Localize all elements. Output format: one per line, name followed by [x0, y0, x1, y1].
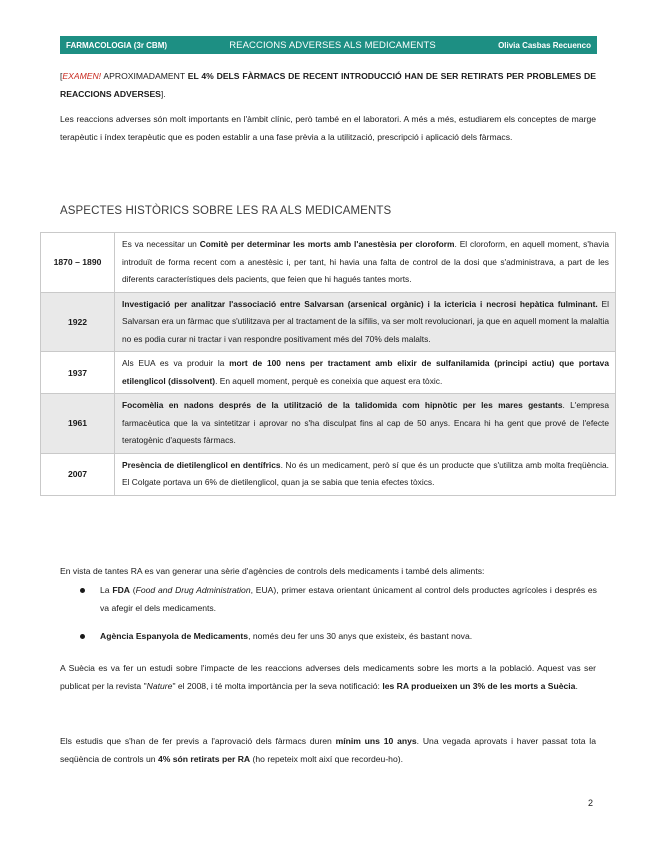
desc-bold: Investigació per analitzar l'associació entre Salvarsan (arsenical orgànic) i la ictericia i necrosi hepàtica fulminant. — [122, 298, 598, 309]
desc-text: . L'empresa farmacèutica que la va sintetitzar i aprovar no s'ha disculpat fins al cap de 50 anys. Encara hi ha gent que prové de l'efecte teratogènic d'aquests fàrmacs. — [122, 400, 610, 445]
page-header — [60, 36, 597, 54]
para-bold: les RA produeixen un 3% de les morts a Suècia — [382, 680, 576, 691]
page-number: 2 — [588, 798, 594, 808]
row-year: 1870 – 1890 — [41, 233, 115, 293]
exam-note — [60, 68, 596, 103]
exam-close-bracket: ]. — [160, 88, 166, 99]
exam-text: APROXIMADAMENT — [101, 71, 188, 81]
para-bold: mínim uns 10 anys — [335, 736, 417, 746]
item-bold: FDA — [112, 585, 130, 595]
row-description — [115, 233, 616, 293]
sweden-paragraph — [60, 660, 596, 695]
para-text: A Suècia es va fer un estudi sobre l'impacte de les reaccions adverses dels medicaments sobre les morts a la població. Aquest vas ser publicat per la revista " — [60, 663, 596, 691]
desc-bold: Comitè per determinar les morts amb l'anestèsia per cloroform — [199, 239, 455, 249]
para-bold: 4% són retirats per RA — [157, 753, 251, 764]
para-text: . — [575, 680, 578, 691]
desc-bold: mort de 100 nens per tractament amb elixir de sulfanilamida (principi actiu) que portava etilenglicol (dissolvent) — [122, 358, 609, 386]
bullet-icon — [80, 588, 85, 593]
header-title: REACCIONS ADVERSES ALS MEDICAMENTS — [229, 39, 436, 51]
para-text: . Una vegada aprovats i haver passat tota la seqüència de controls un — [60, 736, 596, 764]
list-item — [80, 582, 597, 617]
table-row — [41, 292, 616, 352]
agencies-intro: En vista de tantes RA es van generar una sèrie d'agències de controls dels medicaments i també dels aliments: — [60, 566, 485, 576]
exam-open-bracket: [ — [60, 71, 63, 81]
exam-highlight: EL 4% DELS FÀRMACS DE RECENT INTRODUCCIÓ HAN DE SER RETIRATS PER PROBLEMES DE REACCIONS ADVERSES — [60, 71, 596, 99]
desc-bold: Presència de dietilenglicol en dentífrics — [122, 459, 281, 470]
intro-paragraph: Les reaccions adverses són molt importants en l'àmbit clínic, però també en el laboratori. A més a més, estudiarem els conceptes de marge terapèutic i índex terapèutic que es poden establir a una fase prèvia a la utilització, prescripció i aplicació dels fàrmacs. — [60, 114, 596, 142]
table-row — [41, 233, 616, 293]
item-bold: Agència Espanyola de Medicaments — [100, 631, 249, 641]
desc-text: . No és un medicament, però sí que és un producte que s'utilitza amb molta freqüència. El Colgate portava un 6% de dietilenglicol, quan ja se sabia que tenia efectes tòxics. — [122, 459, 609, 487]
desc-text: Als EUA es va produir la — [122, 358, 230, 368]
desc-text: Es va necessitar un — [122, 239, 200, 249]
row-description — [115, 352, 616, 394]
item-text: ( — [130, 585, 136, 595]
para-text: Els estudis que s'han de fer previs a l'aprovació dels fàrmacs duren — [60, 736, 336, 746]
desc-text: . En aquell moment, perquè es coneixia que aquest era tòxic. — [215, 375, 443, 386]
row-year: 2007 — [41, 453, 115, 495]
row-description — [115, 453, 616, 495]
desc-text: El Salvarsan era un fàrmac que s'utilitzava per al tractament de la sífilis, va ser molt revolucionari, ja que en aquell moment la malaltia no es podia curar ni tractar i van respondre positivament més del 70% dels malalts. — [122, 298, 609, 344]
header-course: FARMACOLOGIA (3r CBM) — [66, 40, 168, 50]
header-author: Olivia Casbas Recuenco — [498, 40, 591, 50]
item-text: La — [100, 585, 113, 595]
para-text: " el 2008, i té molta importància per la seva notificació: — [172, 680, 383, 691]
list-item — [80, 628, 597, 646]
item-text: , EUA), primer estava orientant únicament al control dels productes agrícoles i després es va afegir el dels medicaments. — [100, 585, 597, 613]
item-italic: Food and Drug Administration — [135, 585, 251, 595]
table-row — [41, 352, 616, 394]
section-heading: ASPECTES HISTÒRICS SOBRE LES RA ALS MEDICAMENTS — [60, 205, 392, 217]
row-description — [115, 394, 616, 454]
para-text: (ho repeteix molt així que recordeu-ho). — [250, 753, 403, 764]
journal-name: Nature — [146, 680, 173, 691]
row-description — [115, 292, 616, 352]
item-text: , només deu fer uns 30 anys que existeix, és bastant nova. — [248, 631, 473, 641]
table-row — [41, 394, 616, 454]
row-year: 1961 — [41, 394, 115, 454]
row-year: 1922 — [41, 292, 115, 352]
desc-bold: Focomèlia en nadons després de la utilització de la talidomida com hipnòtic per les mares gestants — [122, 400, 563, 410]
desc-text: . El cloroform, en aquell moment, s'havia introduït de forma recent com a anestèsic i, per tant, hi havia una falta de control de la dosi que s'administrava, a part de les diferents característiques dels pacients, que feien que hi hagués tantes morts. — [122, 239, 609, 284]
studies-paragraph — [60, 733, 596, 768]
history-table — [40, 232, 616, 496]
table-row — [41, 453, 616, 495]
bullet-icon — [80, 634, 85, 639]
row-year: 1937 — [41, 352, 115, 394]
exam-tag: EXAMEN! — [62, 71, 102, 81]
agencies-list — [80, 582, 597, 646]
